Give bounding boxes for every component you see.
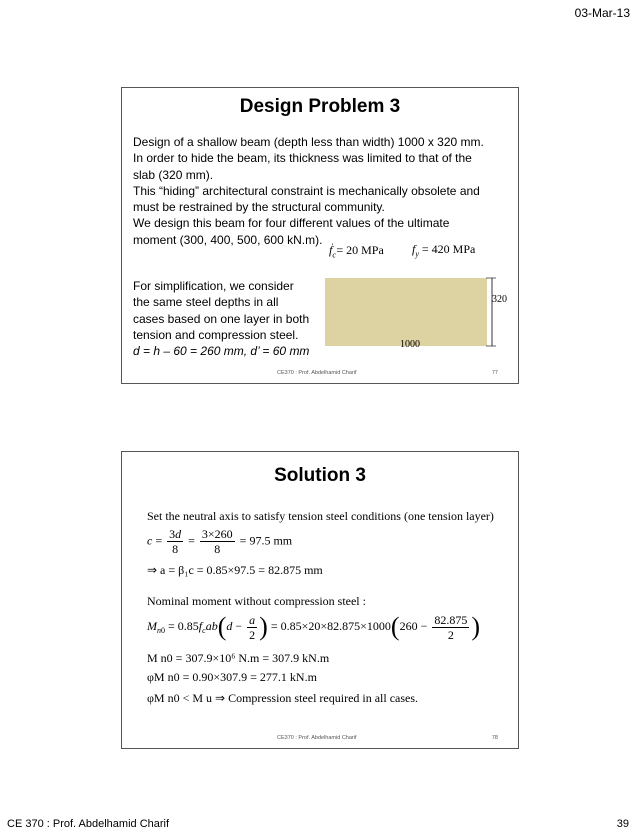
slide-design-problem bbox=[121, 87, 519, 384]
text-line: Design of a shallow beam (depth less than width) 1000 x 320 mm. bbox=[133, 135, 484, 149]
width-label: 1000 bbox=[400, 339, 420, 350]
a-equation: ⇒ a = β₁c = 0.85×97.5 = 82.875 mm bbox=[147, 563, 323, 577]
text-line: In order to hide the beam, its thickness was limited to that of the bbox=[133, 151, 472, 166]
text-line: tension and compression steel. bbox=[133, 327, 299, 342]
c-result: = 97.5 mm bbox=[239, 533, 293, 548]
page-number: 39 bbox=[616, 818, 629, 830]
nominal-heading: Nominal moment without compression steel : bbox=[147, 594, 366, 608]
text-line: must be restrained by the structural community. bbox=[133, 200, 385, 215]
intro-line: Set the neutral axis to satisfy tension steel conditions (one tension layer) bbox=[147, 509, 494, 523]
problem-text bbox=[133, 134, 484, 248]
text-line: the same steel depths in all bbox=[133, 295, 279, 310]
text-line: We design this beam for four different values of the ultimate bbox=[133, 216, 450, 231]
slide-footer-page: 77 bbox=[491, 370, 498, 376]
slide-footer-author: CE370 : Prof. Abdelhamid Charif bbox=[277, 735, 357, 741]
text-line: For simplification, we consider bbox=[133, 279, 294, 293]
depths-line: d = h – 60 = 260 mm, d’ = 60 mm bbox=[133, 344, 310, 359]
text-line: This “hiding” architectural constraint is mechanically obsolete and bbox=[133, 183, 480, 198]
material-fc: $f_c' = 20$ MPa bbox=[329, 242, 384, 260]
c-equation: c = $\frac{3d}{8}$ = $\frac{3\times 260}{8}$ = 97.5 mm bbox=[147, 527, 293, 556]
header-date: 03-Mar-13 bbox=[574, 6, 630, 20]
slide-title: Design Problem 3 bbox=[239, 96, 401, 117]
height-label: 320 bbox=[492, 294, 507, 305]
mn-equation: $M_{n0} = 0.85f_cab(d$ − $\frac{a}{2}$ ) = 0.85×20×82.875×1000(260 − $\frac{82.875}{2}$ ) bbox=[147, 612, 481, 642]
slide-footer-author: CE370 : Prof. Abdelhamid Charif bbox=[277, 370, 357, 376]
fc-value: = 20 MPa bbox=[336, 243, 384, 257]
phi-mn: φM n0 = 0.90×307.9 = 277.1 kN.m bbox=[147, 670, 317, 684]
text-line: moment (300, 400, 500, 600 kN.m). bbox=[133, 232, 323, 247]
dimension-lines bbox=[322, 274, 500, 364]
fy-value: = 420 MPa bbox=[421, 242, 476, 256]
phi-comparison: φM n0 < M u ⇒ Compression steel required in all cases. bbox=[147, 691, 419, 705]
mn-result: M n0 = 307.9×10⁶ N.m = 307.9 kN.m bbox=[147, 651, 330, 665]
page-footer-author: CE 370 : Prof. Abdelhamid Charif bbox=[7, 818, 170, 830]
slide-solution bbox=[121, 451, 519, 749]
text-line: cases based on one layer in both bbox=[133, 311, 310, 326]
material-fy: $f_y = 420$ MPa bbox=[412, 242, 476, 259]
text-line: slab (320 mm). bbox=[133, 167, 214, 182]
simplification-text bbox=[133, 278, 309, 359]
slide-footer-page: 78 bbox=[491, 735, 498, 741]
slide-title: Solution 3 bbox=[274, 465, 366, 486]
